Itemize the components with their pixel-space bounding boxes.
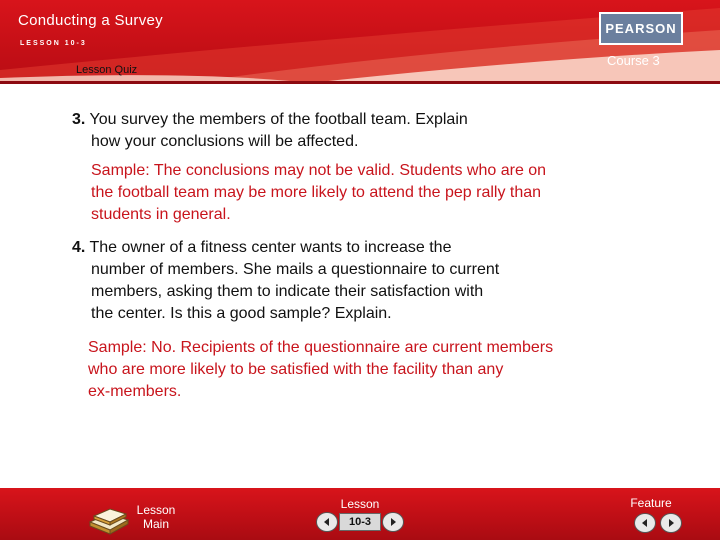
question-line — [72, 237, 499, 259]
answer-3 — [91, 160, 546, 226]
lesson-number: 10-3 — [339, 513, 381, 531]
answer-line: Sample: The conclusions may not be valid. Students who are on — [91, 162, 547, 179]
header-banner — [0, 0, 720, 84]
question-line: members, asking them to indicate their satisfaction with — [91, 283, 484, 300]
question-line: the center. Is this a good sample? Explain. — [91, 305, 392, 322]
lesson-main-label: Lesson — [136, 503, 176, 517]
lesson-main-book-icon[interactable] — [88, 500, 130, 536]
question-line: number of members. She mails a questionnaire to current — [91, 261, 500, 278]
lesson-main-link[interactable] — [132, 503, 180, 531]
feature-label: Feature — [630, 496, 672, 510]
lesson-title: Conducting a Survey — [18, 12, 163, 29]
answer-4 — [88, 337, 553, 403]
question-line: how your conclusions will be affected. — [91, 133, 359, 150]
answer-line: who are more likely to be satisfied with the facility than any — [88, 361, 504, 378]
arrow-right-icon — [388, 517, 398, 527]
arrow-right-icon — [666, 518, 676, 528]
lesson-main-label: Main — [142, 517, 169, 531]
answer-line: ex-members. — [88, 383, 182, 400]
question-line — [72, 109, 468, 131]
previous-feature-button[interactable] — [634, 513, 656, 533]
next-feature-button[interactable] — [660, 513, 682, 533]
previous-lesson-button[interactable] — [316, 512, 338, 532]
answer-line: the football team may be more likely to attend the pep rally than — [91, 184, 542, 201]
arrow-left-icon — [322, 517, 332, 527]
pearson-logo: PEARSON — [599, 12, 683, 45]
question-4 — [72, 237, 499, 325]
answer-line: Sample: No. Recipients of the questionnaire are current members — [88, 339, 554, 356]
lesson-nav-label: Lesson — [340, 497, 380, 511]
next-lesson-button[interactable] — [382, 512, 404, 532]
course-label: Course 3 — [607, 53, 660, 68]
question-number: 3. — [72, 111, 86, 128]
question-3 — [72, 109, 468, 153]
answer-line: students in general. — [91, 206, 231, 223]
quiz-label: Lesson Quiz — [76, 64, 138, 76]
question-text: You survey the members of the football team. Explain — [89, 111, 468, 128]
question-number: 4. — [72, 239, 86, 256]
arrow-left-icon — [640, 518, 650, 528]
question-text: The owner of a fitness center wants to increase the — [89, 239, 452, 256]
lesson-code: LESSON 10-3 — [20, 40, 87, 47]
